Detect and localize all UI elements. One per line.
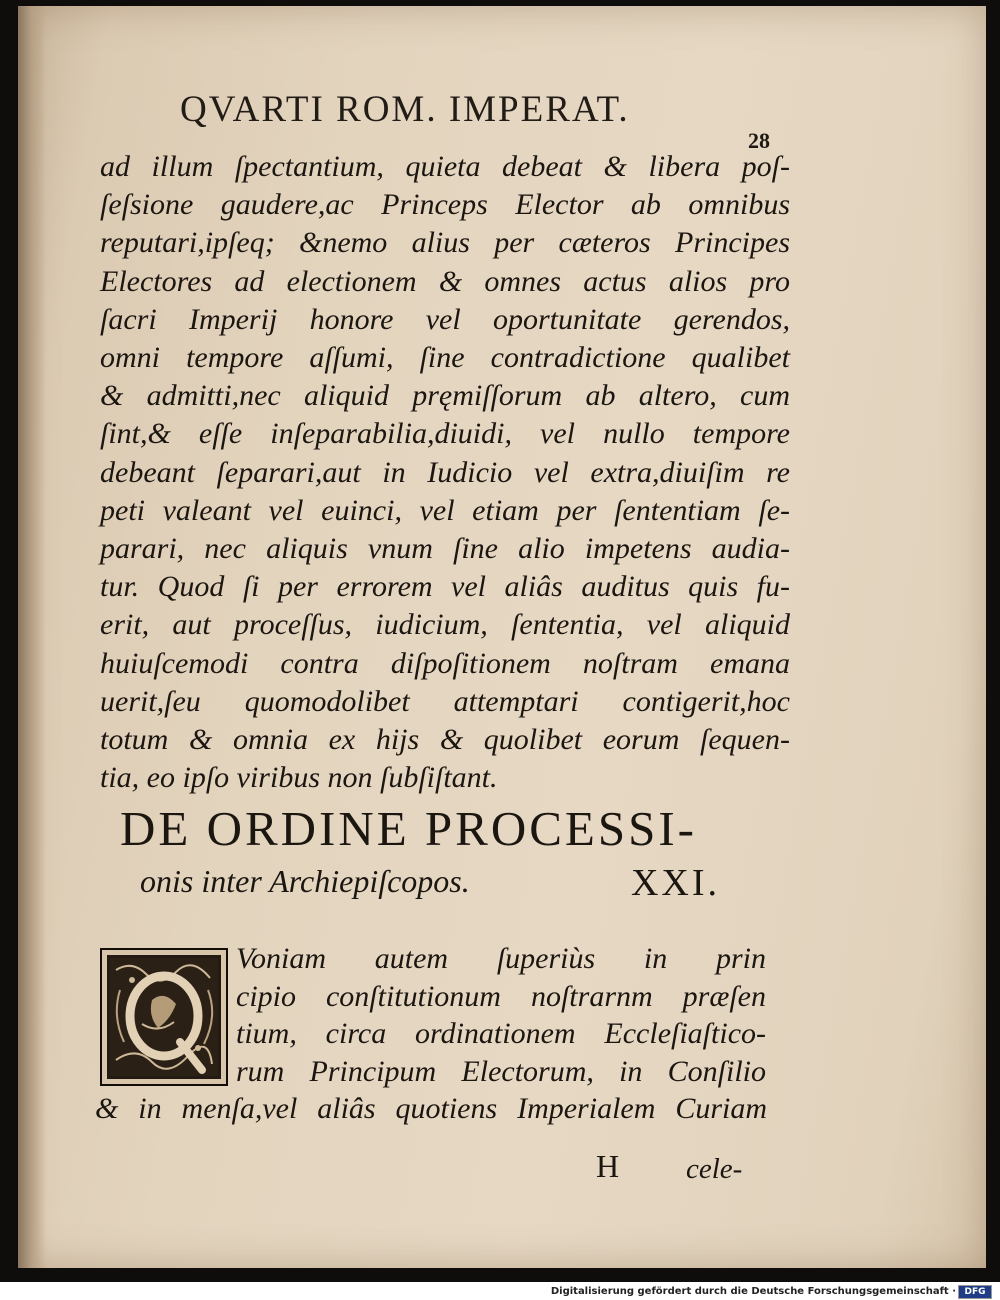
text-line: & in menſa,vel aliâs quotiens Imperialem Curiam xyxy=(95,1092,767,1125)
decorated-initial-q-icon xyxy=(100,948,228,1086)
ornament-icon xyxy=(102,950,226,1084)
chapter-number: XXI. xyxy=(630,862,720,904)
text-line: omni tempore aſſumi, ſine contradictione qualibet xyxy=(100,341,790,375)
chapter-subheading xyxy=(140,862,740,904)
text-line: uerit,ſeu quomodolibet attemptari contigerit,hoc xyxy=(100,684,790,718)
paragraph-continuation xyxy=(95,1090,767,1128)
text-line: totum & omnia ex hijs & quolibet eorum ſequen- xyxy=(100,723,790,757)
text-line: reputari,ipſeq; &nemo alius per cæteros Principes xyxy=(100,226,790,260)
text-line: & admitti,nec aliquid pręmiſſorum ab altero, cum xyxy=(100,379,790,413)
main-paragraph xyxy=(100,148,790,797)
text-line: huiuſcemodi contra diſpoſitionem noſtram emana xyxy=(100,646,790,680)
text-line: ſeſsione gaudere,ac Princeps Elector ab omnibus xyxy=(100,188,790,222)
text-line: tur. Quod ſi per errorem vel aliâs auditus quis fu- xyxy=(100,570,790,604)
initial-paragraph xyxy=(236,940,766,1090)
text-line: peti valeant vel euinci, vel etiam per ſententiam ſe- xyxy=(100,493,790,527)
chapter-heading: DE ORDINE PROCESSI- xyxy=(120,801,697,856)
text-line: ad illum ſpectantium, quieta debeat & libera poſ- xyxy=(100,150,790,183)
page-number: 28 xyxy=(748,128,770,153)
chapter-subheading-text: onis inter Archiepiſcopos. xyxy=(140,863,470,899)
text-line: debeant ſeparari,aut in Iudicio vel extra,diuiſim re xyxy=(100,455,790,489)
text-line: erit, aut proceſſus, iudicium, ſententia, vel aliquid xyxy=(100,608,790,642)
text-line: ſacri Imperij honore vel oportunitate gerendos, xyxy=(100,302,790,336)
text-line: Voniam autem ſuperiùs in prin xyxy=(236,942,766,975)
catchword: cele- xyxy=(686,1153,743,1185)
text-line: tium, circa ordinationem Eccleſiaſtico- xyxy=(236,1017,766,1050)
text-line: rum Principum Electorum, in Conſilio xyxy=(236,1054,766,1088)
text-line: tia, eo ipſo viribus non ſubſiſtant. xyxy=(100,761,498,795)
funding-credit: Digitalisierung gefördert durch die Deutsche Forschungsgemeinschaft · xyxy=(550,1286,956,1297)
page-gutter xyxy=(18,6,46,1268)
text-line: cipio conſtitutionum noſtrarnm præſen xyxy=(236,979,766,1013)
dfg-logo-icon[interactable]: DFG xyxy=(958,1285,992,1299)
text-line: ſint,& eſſe inſeparabilia,diuidi, vel nullo tempore xyxy=(100,417,790,451)
text-line: parari, nec aliquis vnum ſine alio impetens audia- xyxy=(100,532,790,566)
running-head: QVARTI ROM. IMPERAT. xyxy=(180,89,630,130)
text-line: Electores ad electionem & omnes actus alios pro xyxy=(100,264,790,298)
signature-mark: H xyxy=(596,1148,620,1184)
